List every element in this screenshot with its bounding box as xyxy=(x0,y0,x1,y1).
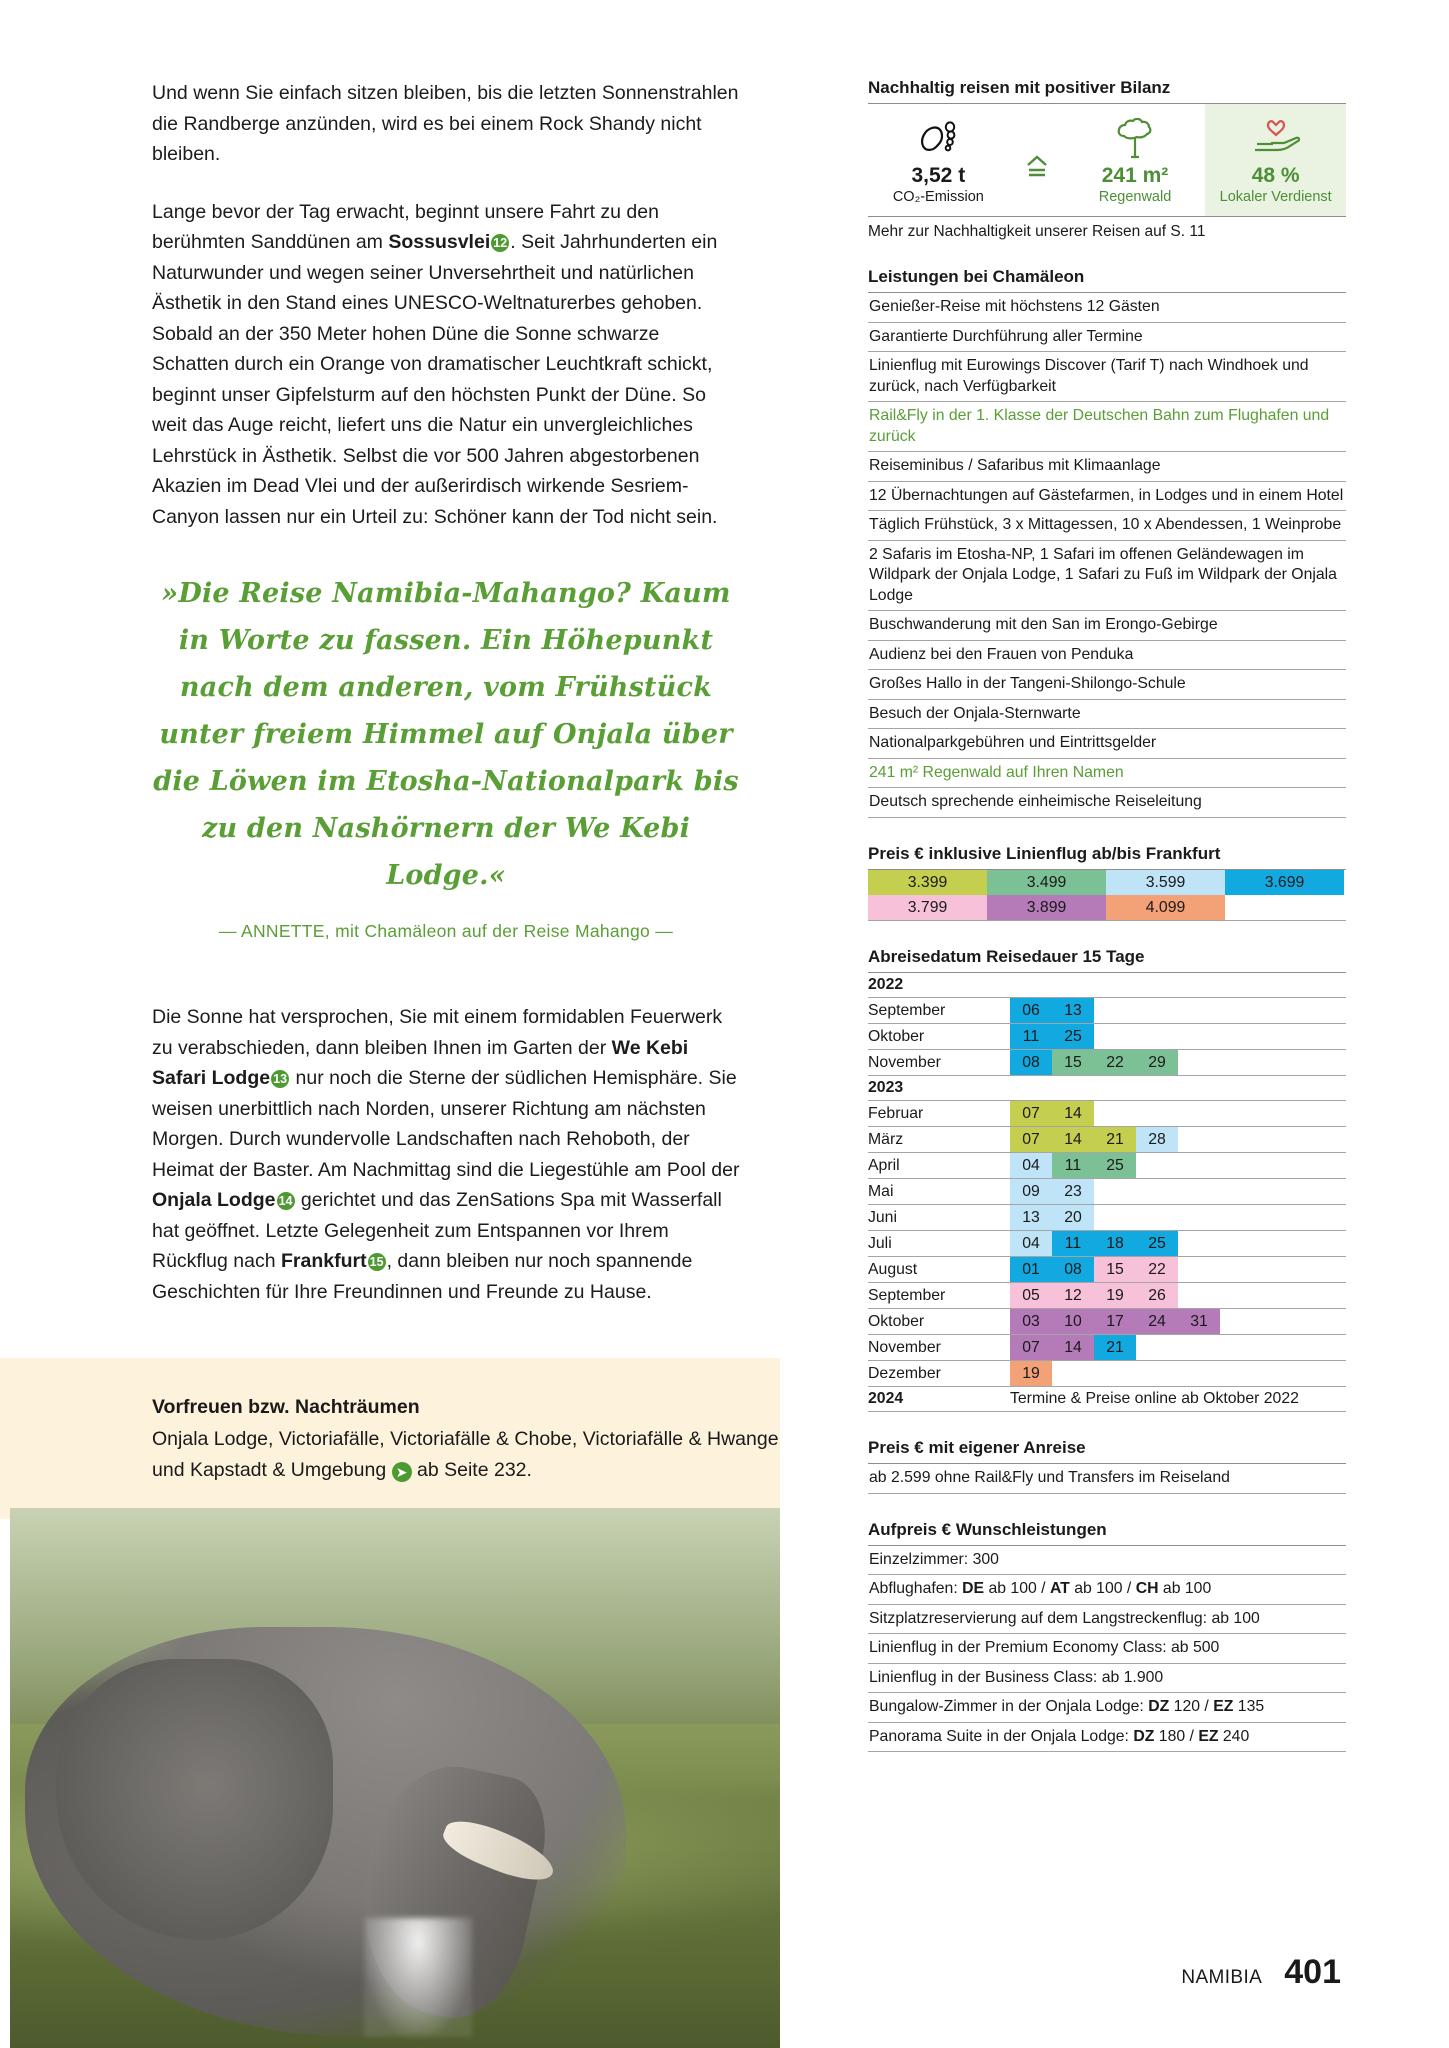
calendar-departure-day[interactable]: 01 xyxy=(1010,1257,1052,1282)
table-row xyxy=(868,322,1346,352)
calendar-departure-day[interactable]: 19 xyxy=(1010,1361,1052,1386)
service-item: Besuch der Onjala-Sternwarte xyxy=(868,699,1346,729)
calendar-departure-day[interactable]: 28 xyxy=(1136,1127,1178,1152)
table-row xyxy=(868,611,1346,641)
table-row xyxy=(868,402,1346,452)
service-item: Genießer-Reise mit höchstens 12 Gästen xyxy=(868,293,1346,322)
table-row xyxy=(868,1722,1346,1752)
equals-arrow-icon xyxy=(1009,104,1065,216)
closing-paragraph xyxy=(152,1002,740,1307)
table-row xyxy=(868,670,1346,700)
calendar-days-cell xyxy=(1010,1205,1346,1231)
vorfreuen-text xyxy=(152,1424,780,1485)
service-item: Audienz bei den Frauen von Penduka xyxy=(868,640,1346,670)
price-cell: 3.599 xyxy=(1106,870,1225,895)
calendar-departure-day[interactable]: 22 xyxy=(1094,1050,1136,1075)
calendar-days-cell xyxy=(1010,1101,1346,1127)
calendar-month-label: August xyxy=(868,1257,1010,1283)
calendar-month-label: November xyxy=(868,1335,1010,1361)
table-row xyxy=(868,1575,1346,1605)
service-item: Linienflug mit Eurowings Discover (Tarif T) nach Windhoek und zurück, nach Verfügbarkeit xyxy=(868,352,1346,402)
calendar-year-note: Termine & Preise online ab Oktober 2022 xyxy=(1010,1387,1346,1412)
sustainability-title: Nachhaltig reisen mit positiver Bilanz xyxy=(868,78,1346,104)
elephant-photo xyxy=(10,1508,780,2048)
price-incl-flight-title: Preis € inklusive Linienflug ab/bis Frankfurt xyxy=(868,844,1346,870)
price-own-travel-table xyxy=(868,1464,1346,1494)
calendar-departure-day[interactable]: 19 xyxy=(1094,1283,1136,1308)
calendar-departure-day[interactable]: 06 xyxy=(1010,998,1052,1023)
table-row xyxy=(868,1634,1346,1664)
calendar-departure-day[interactable]: 07 xyxy=(1010,1101,1052,1126)
calendar-days-cell xyxy=(1010,1283,1346,1309)
surcharge-item: Abflughafen: DE ab 100 / AT ab 100 / CH ab 100 xyxy=(868,1575,1346,1605)
price-cell: 3.699 xyxy=(1225,870,1344,895)
table-row xyxy=(868,540,1346,611)
price-cell: 3.399 xyxy=(868,870,987,895)
service-item: Nationalparkgebühren und Eintrittsgelder xyxy=(868,729,1346,759)
facts-column xyxy=(868,78,1346,1752)
map-marker-14: 14 xyxy=(277,1192,295,1210)
table-row xyxy=(868,481,1346,511)
calendar-year-row xyxy=(868,1076,1346,1101)
calendar-days-cell xyxy=(1010,1127,1346,1153)
sustainability-panel xyxy=(868,104,1346,217)
calendar-days-cell xyxy=(1010,1024,1346,1050)
table-row xyxy=(868,452,1346,482)
page-number: 401 xyxy=(1284,1953,1341,1991)
calendar-month-row xyxy=(868,1283,1346,1309)
table-row xyxy=(868,1604,1346,1634)
surcharge-item: Bungalow-Zimmer in der Onjala Lodge: DZ 120 / EZ 135 xyxy=(868,1693,1346,1723)
service-item: Deutsch sprechende einheimische Reiseleitung xyxy=(868,788,1346,818)
price-cell: 3.899 xyxy=(987,895,1106,920)
surcharge-item: Linienflug in der Premium Economy Class: ab 500 xyxy=(868,1634,1346,1664)
surcharge-item: Panorama Suite in der Onjala Lodge: DZ 180 / EZ 240 xyxy=(868,1722,1346,1752)
calendar-departure-day[interactable]: 03 xyxy=(1010,1309,1052,1334)
calendar-departure-day[interactable]: 13 xyxy=(1052,998,1094,1023)
footer-region-label: NAMIBIA xyxy=(1181,1967,1263,1988)
table-row xyxy=(868,699,1346,729)
price-cell: 4.099 xyxy=(1106,895,1225,920)
price-cell-empty xyxy=(1225,895,1344,920)
calendar-month-label: November xyxy=(868,1050,1010,1076)
calendar-days-cell xyxy=(1010,998,1346,1024)
services-title: Leistungen bei Chamäleon xyxy=(868,267,1346,293)
service-item: Buschwanderung mit den San im Erongo-Gebirge xyxy=(868,611,1346,641)
price-own-travel-title: Preis € mit eigener Anreise xyxy=(868,1438,1346,1464)
calendar-departure-day[interactable]: 15 xyxy=(1094,1257,1136,1282)
calendar-departure-day[interactable]: 07 xyxy=(1010,1127,1052,1152)
table-row xyxy=(868,1663,1346,1693)
calendar-departure-day[interactable]: 15 xyxy=(1052,1050,1094,1075)
calendar-departure-day[interactable]: 17 xyxy=(1094,1309,1136,1334)
price-row xyxy=(868,870,1346,895)
par-3: Die Sonne hat versprochen, Sie mit einem formidablen Feuerwerk zu verabschieden, dann bleiben Ihnen im Garten der We Kebi Safari Lodge 13 nur noch die Sterne der südlichen Hemisphäre. Sie weisen unerbittlich nach Norden, unserer Richtung am nächsten Morgen. Durch wundervolle Landschaften nach Rehoboth, der Heimat der Baster. Am Nachmittag sind die Liegestühle am Pool der Onjala Lodge 14 gerichtet und das ZenSations Spa mit Wasserfall hat geöffnet. Letzte Gelegenheit zum Entspannen vor Ihrem Rückflug nach Frankfurt 15 , dann bleiben nur noch spannende Geschichten für Ihre Freundinnen und Freunde zu Hause. xyxy=(152,1006,740,1303)
price-row xyxy=(868,895,1346,920)
service-item: Rail&Fly in der 1. Klasse der Deutschen Bahn zum Flughafen und zurück xyxy=(868,402,1346,452)
calendar-departure-day[interactable]: 11 xyxy=(1052,1231,1094,1256)
calendar-departure-day[interactable]: 25 xyxy=(1136,1231,1178,1256)
local-income-label: Lokaler Verdienst xyxy=(1219,189,1332,205)
table-row xyxy=(868,640,1346,670)
calendar-departure-day[interactable]: 08 xyxy=(1010,1050,1052,1075)
co2-label: CO₂-Emission xyxy=(892,189,984,205)
calendar-days-cell xyxy=(1010,1153,1346,1179)
map-marker-15: 15 xyxy=(368,1253,386,1271)
calendar-month-label: Mai xyxy=(868,1179,1010,1205)
par-2: Lange bevor der Tag erwacht, beginnt unsere Fahrt zu den berühmten Sanddünen am Sossusvlei 12 . Seit Jahrhunderten ein Naturwunder und wegen seiner Unversehrtheit und natürlichen Ästhetik in den Stand eines UNESCO-Weltnaturerbes gehoben. Sobald an der 350 Meter hohen Düne die Sonne schwarze Schatten durch ein Orange von dramatischer Leuchtkraft schickt, beginnt unser Gipfelsturm auf den höchsten Punkt der Düne. So weit das Auge reicht, liefert uns die Natur ein unvergleichliches Lehrstück in Ästhetik. Selbst die vor 500 Jahren abgestorbenen Akazien im Dead Vlei und der außerirdisch wirkende Sesriem-Canyon lassen nur ein Urteil zu: Schöner kann der Tod nicht sein. xyxy=(152,200,718,528)
calendar-month-row xyxy=(868,1335,1346,1361)
calendar-month-label: September xyxy=(868,1283,1010,1309)
table-row xyxy=(868,511,1346,541)
photo-water-splash xyxy=(364,1918,472,2037)
service-item: 2 Safaris im Etosha-NP, 1 Safari im offenen Geländewagen im Wildpark der Onjala Lodge, 1 Safari zu Fuß im Wildpark der Onjala Lodge xyxy=(868,540,1346,611)
calendar-days-cell xyxy=(1010,1361,1346,1387)
calendar-departure-day[interactable]: 20 xyxy=(1052,1205,1094,1230)
calendar-month-label: April xyxy=(868,1153,1010,1179)
sustainability-cell-co2 xyxy=(868,104,1009,216)
service-item: 12 Übernachtungen auf Gästefarmen, in Lodges und in einem Hotel xyxy=(868,481,1346,511)
calendar-departure-day[interactable]: 26 xyxy=(1136,1283,1178,1308)
calendar-departure-day[interactable]: 07 xyxy=(1010,1335,1052,1360)
calendar-month-label: Oktober xyxy=(868,1309,1010,1335)
service-item: Garantierte Durchführung aller Termine xyxy=(868,322,1346,352)
calendar-departure-day[interactable]: 13 xyxy=(1010,1205,1052,1230)
calendar-departure-day[interactable]: 29 xyxy=(1136,1050,1178,1075)
tree-icon xyxy=(1067,118,1204,160)
calendar-departure-day[interactable]: 18 xyxy=(1094,1231,1136,1256)
table-row xyxy=(868,729,1346,759)
calendar-days-cell xyxy=(1010,1335,1346,1361)
price-cell: 3.499 xyxy=(987,870,1106,895)
calendar-year-label: 2022 xyxy=(868,973,1346,998)
table-row xyxy=(868,788,1346,818)
calendar-year-note-row xyxy=(868,1387,1346,1412)
sustainability-cell-rainforest xyxy=(1065,104,1206,216)
calendar-month-row xyxy=(868,1153,1346,1179)
table-row xyxy=(868,1546,1346,1575)
customer-quote-block xyxy=(152,570,740,942)
calendar-month-label: Oktober xyxy=(868,1024,1010,1050)
vorfreuen-text-after: ab Seite 232. xyxy=(417,1458,532,1481)
calendar-departure-day[interactable]: 04 xyxy=(1010,1231,1052,1256)
calendar-departure-day[interactable]: 04 xyxy=(1010,1153,1052,1178)
rainforest-label: Regenwald xyxy=(1098,189,1172,205)
calendar-departure-day[interactable]: 25 xyxy=(1094,1153,1136,1178)
table-row xyxy=(868,1693,1346,1723)
calendar-year-row xyxy=(868,973,1346,998)
calendar-month-row xyxy=(868,1127,1346,1153)
calendar-days-cell xyxy=(1010,1050,1346,1076)
calendar-days-cell xyxy=(1010,1257,1346,1283)
page-footer xyxy=(1181,1953,1341,1992)
calendar-month-label: Juni xyxy=(868,1205,1010,1231)
calendar-year-label: 2024 xyxy=(868,1387,1010,1412)
calendar-departure-day[interactable]: 14 xyxy=(1052,1335,1094,1360)
table-row xyxy=(868,352,1346,402)
calendar-departure-day[interactable]: 23 xyxy=(1052,1179,1094,1204)
calendar-departure-day[interactable]: 14 xyxy=(1052,1101,1094,1126)
surcharge-item: Sitzplatzreservierung auf dem Langstreckenflug: ab 100 xyxy=(868,1604,1346,1634)
vorfreuen-text-before: Onjala Lodge, Victoriafälle, Victoriafälle & Chobe, Victoriafälle & Hwange und Kapstadt & Umgebung xyxy=(152,1428,779,1481)
calendar-month-label: März xyxy=(868,1127,1010,1153)
quote-text: »Die Reise Namibia-Mahango? Kaum in Worte zu fassen. Ein Höhepunkt nach dem anderen, vom Frühstück unter freiem Himmel auf Onjala über die Löwen im Etosha-Nationalpark bis zu den Nashörnern der We Kebi Lodge.« xyxy=(153,578,739,891)
surcharge-title: Aufpreis € Wunschleistungen xyxy=(868,1520,1346,1546)
map-marker-12: 12 xyxy=(491,234,509,252)
calendar-departure-day[interactable]: 21 xyxy=(1094,1335,1136,1360)
calendar-month-row xyxy=(868,1361,1346,1387)
calendar-departure-day[interactable]: 08 xyxy=(1052,1257,1094,1282)
calendar-month-row xyxy=(868,1205,1346,1231)
calendar-departure-day[interactable]: 14 xyxy=(1052,1127,1094,1152)
calendar-month-row xyxy=(868,998,1346,1024)
vorfreuen-title: Vorfreuen bzw. Nachträumen xyxy=(152,1396,420,1418)
quote-author: — ANNETTE, mit Chamäleon auf der Reise Mahango — xyxy=(218,921,674,941)
calendar-days-cell xyxy=(1010,1179,1346,1205)
map-marker-13: 13 xyxy=(271,1070,289,1088)
rainforest-value: 241 m² xyxy=(1101,164,1169,187)
surcharge-table xyxy=(868,1546,1346,1753)
par-1: Und wenn Sie einfach sitzen bleiben, bis die letzten Sonnenstrahlen die Randberge anzünden, wird es bei einem Rock Shandy nicht bleiben. xyxy=(152,82,739,165)
calendar-departure-day[interactable]: 10 xyxy=(1052,1309,1094,1334)
calendar-month-label: Februar xyxy=(868,1101,1010,1127)
departure-dates-table xyxy=(868,973,1346,1413)
local-income-value: 48 % xyxy=(1251,164,1300,187)
sustainability-cell-local-income xyxy=(1205,104,1346,216)
calendar-month-label: September xyxy=(868,998,1010,1024)
calendar-departure-day[interactable]: 09 xyxy=(1010,1179,1052,1204)
vorfreuen-callout-box xyxy=(0,1358,780,1519)
price-incl-flight-grid xyxy=(868,870,1346,921)
calendar-departure-day[interactable]: 25 xyxy=(1052,1024,1094,1049)
calendar-month-row xyxy=(868,1231,1346,1257)
intro-paragraphs xyxy=(152,78,740,532)
calendar-month-label: Dezember xyxy=(868,1361,1010,1387)
calendar-departure-day[interactable]: 11 xyxy=(1010,1024,1052,1049)
services-table xyxy=(868,293,1346,818)
calendar-departure-day[interactable]: 22 xyxy=(1136,1257,1178,1282)
table-row xyxy=(868,758,1346,788)
hand-heart-icon xyxy=(1207,118,1344,160)
footprint-icon xyxy=(870,118,1007,160)
article-text-column xyxy=(152,78,740,1334)
calendar-departure-day[interactable]: 31 xyxy=(1178,1309,1220,1334)
calendar-departure-day[interactable]: 11 xyxy=(1052,1153,1094,1178)
surcharge-item: Linienflug in der Business Class: ab 1.900 xyxy=(868,1663,1346,1693)
calendar-departure-day[interactable]: 21 xyxy=(1094,1127,1136,1152)
service-item: Täglich Frühstück, 3 x Mittagessen, 10 x Abendessen, 1 Weinprobe xyxy=(868,511,1346,541)
service-item: Reiseminibus / Safaribus mit Klimaanlage xyxy=(868,452,1346,482)
calendar-departure-day[interactable]: 05 xyxy=(1010,1283,1052,1308)
price-own-item: ab 2.599 ohne Rail&Fly und Transfers im Reiseland xyxy=(868,1464,1346,1493)
calendar-departure-day[interactable]: 24 xyxy=(1136,1309,1178,1334)
calendar-days-cell xyxy=(1010,1231,1346,1257)
calendar-departure-day[interactable]: 12 xyxy=(1052,1283,1094,1308)
surcharge-item: Einzelzimmer: 300 xyxy=(868,1546,1346,1575)
table-row xyxy=(868,1464,1346,1493)
departure-dates-title: Abreisedatum Reisedauer 15 Tage xyxy=(868,947,1346,973)
calendar-month-row xyxy=(868,1050,1346,1076)
calendar-month-label: Juli xyxy=(868,1231,1010,1257)
arrow-right-icon: ➤ xyxy=(392,1462,412,1482)
sustainability-note: Mehr zur Nachhaltigkeit unserer Reisen auf S. 11 xyxy=(868,223,1206,240)
table-row xyxy=(868,293,1346,322)
calendar-month-row xyxy=(868,1257,1346,1283)
price-cell: 3.799 xyxy=(868,895,987,920)
calendar-month-row xyxy=(868,1309,1346,1335)
co2-value: 3,52 t xyxy=(911,164,966,187)
calendar-month-row xyxy=(868,1101,1346,1127)
service-item: Großes Hallo in der Tangeni-Shilongo-Schule xyxy=(868,670,1346,700)
calendar-month-row xyxy=(868,1024,1346,1050)
calendar-month-row xyxy=(868,1179,1346,1205)
service-item: 241 m² Regenwald auf Ihren Namen xyxy=(868,758,1346,788)
calendar-days-cell xyxy=(1010,1309,1346,1335)
calendar-year-label: 2023 xyxy=(868,1076,1346,1101)
